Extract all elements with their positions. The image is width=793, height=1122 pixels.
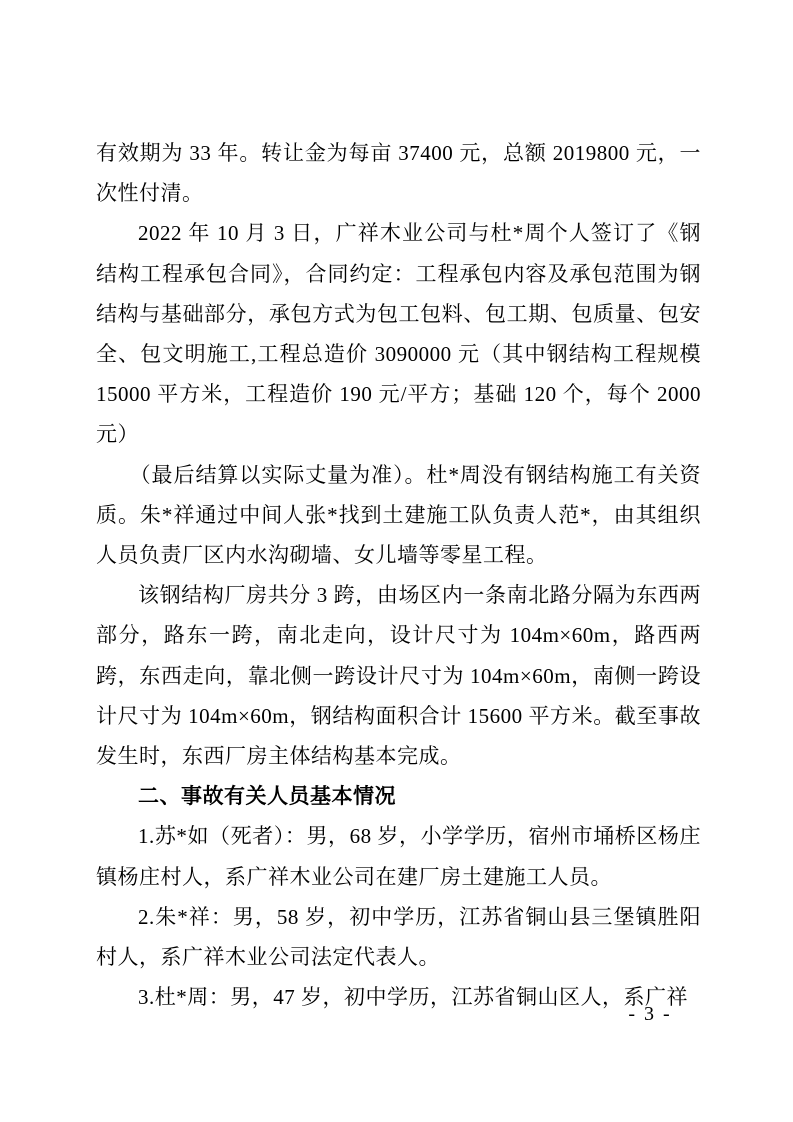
paragraph-person-1: 1.苏*如（死者）：男，68 岁，小学学历，宿州市埇桥区杨庄镇杨庄村人，系广祥木业公司在建厂房土建施工人员。 — [96, 824, 701, 889]
paragraph-settlement: （最后结算以实际丈量为准）。杜*周没有钢结构施工有关资质。朱*祥通过中间人张*找到土建施工队负责人范*，由其组织人员负责厂区内水沟砌墙、女儿墙等零星工程。 — [96, 462, 701, 568]
paragraph-contract: 2022 年 10 月 3 日，广祥木业公司与杜*周个人签订了《钢结构工程承包合同》，合同约定：工程承包内容及承包范围为钢结构与基础部分，承包方式为包工包料、包工期、包质量、包安全、包文明施工,工程总造价 3090000 元（其中钢结构工程规模 15000 平方米，工程造价 190 元/平方；基础 120 个，每个 2000 元） — [96, 221, 701, 447]
section-heading-personnel: 二、事故有关人员基本情况 — [138, 784, 396, 809]
paragraph-person-3: 3.杜*周：男，47 岁，初中学历，江苏省铜山区人，系广祥 — [138, 985, 688, 1010]
paragraph-factory-structure: 该钢结构厂房共分 3 跨，由场区内一条南北路分隔为东西两部分，路东一跨，南北走向，设计尺寸为 104m×60m，路西两跨，东西走向，靠北侧一跨设计尺寸为 104m×60m，南侧一跨设计尺寸为 104m×60m，钢结构面积合计 15600 平方米。截至事故发生时，东西厂房主体结构基本完成。 — [96, 583, 701, 769]
paragraph-continuation: 有效期为 33 年。转让金为每亩 37400 元，总额 2019800 元，一次性付清。 — [96, 141, 701, 206]
paragraph-person-2: 2.朱*祥：男，58 岁，初中学历，江苏省铜山县三堡镇胜阳村人，系广祥木业公司法定代表人。 — [96, 904, 701, 970]
document-body — [96, 133, 701, 1017]
page-number: - 3 - — [628, 1003, 672, 1025]
